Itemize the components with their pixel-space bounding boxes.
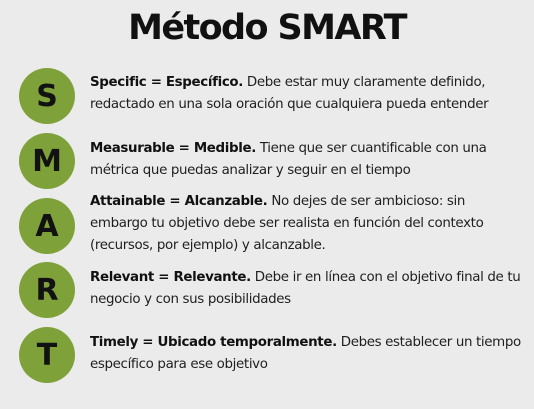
item-term-r: Relevant = Relevante.	[90, 270, 251, 285]
item-text-a: No dejes de ser ambicioso: sin embargo tu objetivo debe ser realista en función del contexto (recursos, por ejemplo) y alcanzable.	[90, 194, 484, 253]
letter-circle-t: T	[19, 327, 75, 383]
item-text-r: Debe ir en línea con el objetivo final de tu negocio y con sus posibilidades	[90, 270, 521, 307]
item-text-t: Debes establecer un tiempo específico para ese objetivo	[90, 335, 521, 372]
item-description-s	[90, 72, 522, 116]
item-text-m: Tiene que ser cuantificable con una métrica que puedas analizar y seguir en el tiempo	[90, 141, 487, 178]
item-description-t	[90, 332, 522, 376]
item-term-s: Specific = Específico.	[90, 75, 243, 90]
letter-circle-s: S	[19, 68, 75, 124]
letter-circle-a: A	[19, 198, 75, 254]
page-title: Método SMART	[128, 8, 406, 48]
letter-circle-m: M	[19, 133, 75, 189]
letter-circle-r: R	[19, 262, 75, 318]
item-text-s: Debe estar muy claramente definido, redactado en una sola oración que cualquiera pueda entender	[90, 75, 489, 112]
item-description-r	[90, 267, 522, 311]
item-description-a	[90, 191, 522, 257]
item-description-m	[90, 138, 522, 182]
item-term-m: Measurable = Medible.	[90, 141, 256, 156]
item-term-a: Attainable = Alcanzable.	[90, 194, 268, 209]
item-term-t: Timely = Ubicado temporalmente.	[90, 335, 337, 350]
